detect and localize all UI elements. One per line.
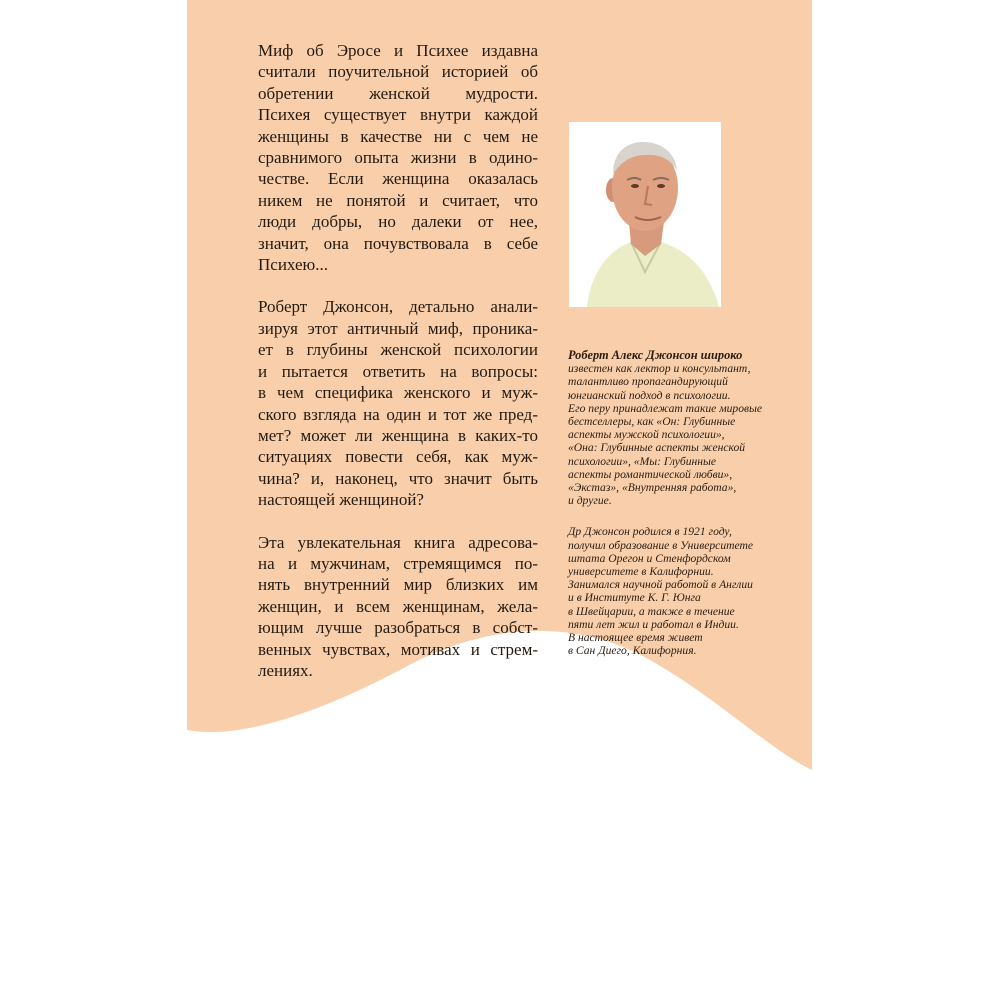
bio-line: Роберт Алекс Джонсон широко: [568, 348, 743, 362]
description-line: ет в глубины женской психологии: [258, 340, 538, 360]
description-line: лениях.: [258, 660, 313, 680]
description-line: в чем специфика женского и муж-: [258, 383, 538, 403]
description-line: нять внутренний мир близких им: [258, 575, 538, 595]
bio-line: талантливо пропагандирующий: [568, 375, 728, 389]
bio-line: юнгианский подход в психологии.: [568, 388, 731, 402]
description-line: считали поучительной историей об: [258, 62, 538, 82]
description-line: настоящей женщиной?: [258, 490, 424, 510]
bio-line: штата Орегон и Стенфордском: [568, 551, 731, 565]
author-photo: [569, 122, 721, 307]
description-line: Эта увлекательная книга адресова-: [258, 532, 538, 552]
description-line: Роберт Джонсон, детально анали-: [258, 297, 538, 317]
description-line: значит, она почувствовала в себе: [258, 233, 538, 253]
description-paragraph: [258, 296, 538, 510]
description-line: Миф об Эросе и Психее издавна: [258, 41, 538, 60]
description-line: Психея существует внутри каждой: [258, 105, 538, 125]
book-description: [258, 40, 538, 702]
bio-line: «Она: Глубинные аспекты женской: [568, 441, 746, 455]
bio-line: известен как лектор и консультант,: [568, 362, 751, 376]
description-line: ского взгляда на один и тот же пред-: [258, 404, 538, 424]
description-line: зируя этот античный миф, проника-: [258, 318, 538, 338]
bio-line: бестселлеры, как «Он: Глубинные: [568, 415, 736, 429]
bio-line: аспекты мужской психологии»,: [568, 428, 725, 442]
description-line: женщин, и всем женщинам, жела-: [258, 596, 538, 616]
bio-line: Др Джонсон родился в 1921 году,: [568, 525, 732, 539]
description-line: венных чувствах, мотивах и стрем-: [258, 639, 538, 659]
description-line: чина? и, наконец, что значит быть: [258, 468, 538, 488]
bio-line: аспекты романтической любви»,: [568, 467, 733, 481]
description-line: и пытается ответить на вопросы:: [258, 361, 538, 381]
bio-line: в Сан Диего, Калифорния.: [568, 644, 697, 658]
bio-line: пяти лет жил и работал в Индии.: [568, 617, 739, 631]
bio-line: психологии», «Мы: Глубинные: [568, 454, 717, 468]
description-line: обретении женской мудрости.: [258, 83, 538, 103]
description-line: женщины в качестве ни с чем не: [258, 126, 538, 146]
bio-line: получил образование в Университете: [568, 538, 754, 552]
description-line: люди добры, но далеки от нее,: [258, 212, 538, 232]
description-line: сравнимого опыта жизни в одино-: [258, 148, 538, 168]
description-line: мет? может ли женщина в каких-то: [258, 425, 538, 445]
description-line: Психею...: [258, 255, 328, 275]
description-line: честве. Если женщина оказалась: [258, 169, 538, 189]
bio-line: в Швейцарии, а также в течение: [568, 604, 735, 618]
bio-line: Занимался научной работой в Англии: [568, 578, 753, 592]
description-paragraph: [258, 40, 538, 275]
description-line: на и мужчинам, стремящимся по-: [258, 553, 538, 573]
description-line: ситуациях повести себя, как муж-: [258, 447, 538, 467]
description-line: никем не понятой и считает, что: [258, 190, 538, 210]
bio-line: и другие.: [568, 494, 612, 508]
description-paragraph: [258, 532, 538, 682]
author-bio: [568, 349, 778, 657]
bio-line: и в Институте К. Г. Юнга: [568, 591, 701, 605]
description-line: ющим лучше разобраться в собст-: [258, 618, 538, 638]
bio-line: В настоящее время живет: [568, 631, 703, 645]
bio-line: Его перу принадлежат такие мировые: [568, 401, 763, 415]
bio-line: «Экстаз», «Внутренняя работа»,: [568, 481, 737, 495]
bio-line: университете в Калифорнии.: [568, 565, 714, 579]
